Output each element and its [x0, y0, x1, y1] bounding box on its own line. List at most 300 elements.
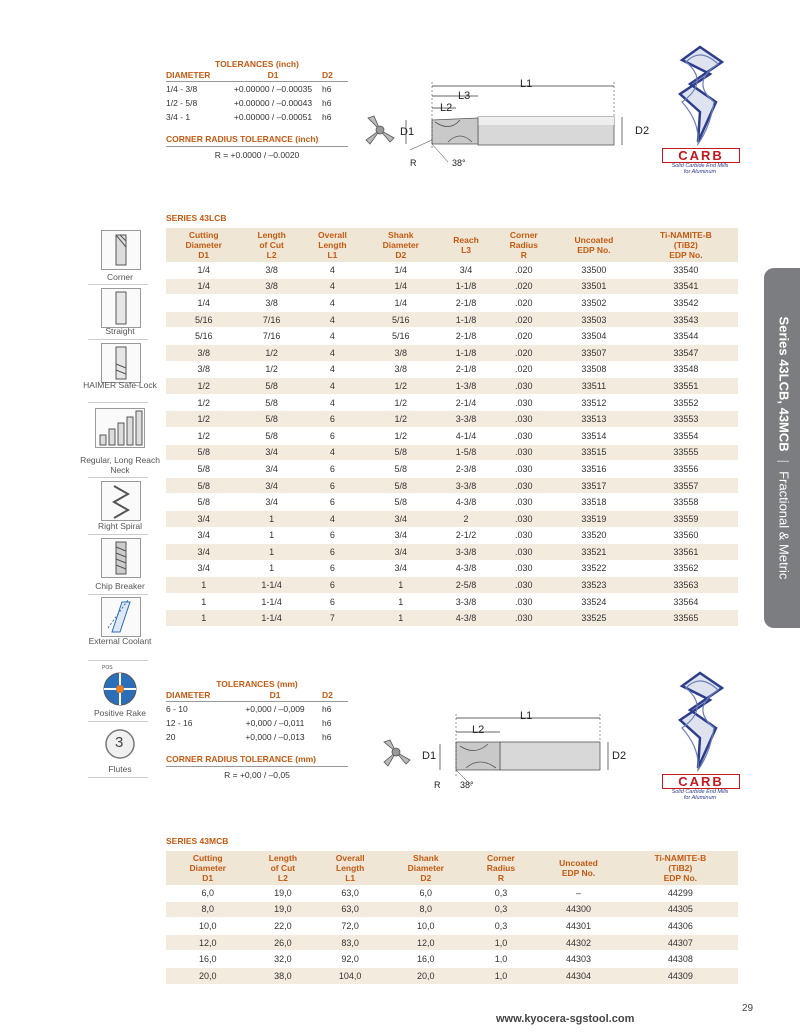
table-cell: 3/4 — [166, 510, 241, 527]
tolerance-cell: h6 — [322, 718, 332, 728]
table-cell: 1 — [241, 510, 301, 527]
table-cell: 63,0 — [316, 901, 384, 918]
table-cell: .020 — [494, 262, 554, 278]
table-cell: 33515 — [554, 444, 634, 461]
table-cell: 7/16 — [241, 328, 301, 345]
table-cell: 1/4 — [363, 262, 438, 278]
table-cell: 2 — [439, 510, 494, 527]
label-angle: 38° — [452, 158, 466, 168]
table-cell: 33544 — [634, 328, 738, 345]
carb-logo-sub2-bottom: for Aluminum — [683, 795, 717, 801]
column-header: Length of Cut L2 — [249, 851, 316, 885]
table-cell: .030 — [494, 427, 554, 444]
table-cell: 1/2 — [363, 411, 438, 428]
section-side-tab-text — [777, 317, 792, 580]
column-header: Shank Diameter D2 — [384, 851, 467, 885]
table-cell: 5/16 — [166, 328, 241, 345]
table-cell: 5/8 — [166, 477, 241, 494]
table-cell: 44309 — [623, 967, 738, 984]
table-row — [166, 311, 738, 328]
series-43lcb-table — [166, 228, 738, 627]
tolerances-mm-title: TOLERANCES (mm) — [216, 679, 298, 689]
table-cell: 1 — [241, 560, 301, 577]
table-cell: 1/4 — [166, 278, 241, 295]
table-cell: 3/4 — [363, 544, 438, 561]
table-cell: 19,0 — [249, 885, 316, 901]
table-cell: 33524 — [554, 593, 634, 610]
table-cell: .030 — [494, 527, 554, 544]
table-cell: 33548 — [634, 361, 738, 378]
tolerance-cell: +0,000 / –0,009 — [245, 704, 305, 714]
table-row — [166, 494, 738, 511]
table-cell: 6 — [302, 494, 363, 511]
straight-icon — [101, 288, 141, 328]
table-cell: 33507 — [554, 344, 634, 361]
series-43mcb-table — [166, 851, 738, 985]
table-cell: .020 — [494, 311, 554, 328]
table-cell: 4-3/8 — [439, 560, 494, 577]
table-cell: 4 — [302, 311, 363, 328]
table-cell: 2-1/8 — [439, 361, 494, 378]
table-cell: 5/16 — [363, 328, 438, 345]
table-cell: 5/16 — [166, 311, 241, 328]
table-cell: 1,0 — [468, 934, 535, 951]
table-cell: 5/8 — [363, 461, 438, 478]
table-row — [166, 577, 738, 594]
tolerance-cell: h6 — [322, 704, 332, 714]
table-cell: 3/8 — [241, 262, 301, 278]
table-cell: 33560 — [634, 527, 738, 544]
table-cell: 1/2 — [241, 344, 301, 361]
table-cell: 7/16 — [241, 311, 301, 328]
table-cell: .030 — [494, 610, 554, 627]
tolerance-cell: +0.00000 / –0.00035 — [233, 84, 313, 94]
table-cell: 1 — [241, 527, 301, 544]
table-cell: 1/4 — [363, 295, 438, 312]
table-cell: 1-1/4 — [241, 577, 301, 594]
column-header: Corner Radius R — [494, 228, 554, 262]
table-cell: 3/8 — [166, 344, 241, 361]
table-cell: 33513 — [554, 411, 634, 428]
label-mm-d2: D2 — [612, 750, 627, 762]
table-cell: 1 — [166, 610, 241, 627]
tolerance-cell: h6 — [322, 98, 332, 108]
table-cell: 20,0 — [166, 967, 249, 984]
table-cell: 6 — [302, 477, 363, 494]
table-cell: 1-3/8 — [439, 378, 494, 395]
table-cell: .030 — [494, 593, 554, 610]
table-cell: 33522 — [554, 560, 634, 577]
table-row — [166, 560, 738, 577]
table-cell: 5/8 — [241, 411, 301, 428]
tolerance-cell: +0,000 / –0,011 — [245, 718, 305, 728]
table-cell: 2-1/8 — [439, 295, 494, 312]
table-row — [166, 593, 738, 610]
column-header: Overall Length L1 — [316, 851, 384, 885]
table-cell: 1/4 — [166, 262, 241, 278]
label-mm-l1: L1 — [520, 710, 533, 722]
table-cell: 4 — [302, 262, 363, 278]
tolerances-mm — [166, 679, 348, 780]
table-cell: 6 — [302, 544, 363, 561]
rake-icon — [101, 670, 139, 708]
carb-logo-sub1: Solid Carbide End Mills — [671, 163, 729, 169]
haimer-icon — [101, 343, 141, 383]
tolerances-inch-table — [166, 69, 348, 124]
side-tab-subtitle: Fractional & Metric — [776, 471, 792, 580]
table-cell: 1,0 — [468, 967, 535, 984]
table-cell: .030 — [494, 544, 554, 561]
table-row — [166, 510, 738, 527]
table-row — [166, 295, 738, 312]
table-cell: 0,3 — [468, 885, 535, 901]
table-cell: 1/4 — [166, 295, 241, 312]
table-cell: 1 — [241, 544, 301, 561]
table-cell: 92,0 — [316, 951, 384, 968]
table-cell: 33504 — [554, 328, 634, 345]
sidebar-label-straight: Straight — [105, 326, 135, 336]
table-cell: 1/2 — [363, 427, 438, 444]
table-cell: 1 — [363, 593, 438, 610]
label-l1: L1 — [520, 78, 533, 90]
corner-radius-title-inch: CORNER RADIUS TOLERANCE (inch) — [166, 134, 348, 147]
table-cell: 1/2 — [241, 361, 301, 378]
table-cell: 44304 — [534, 967, 622, 984]
table-cell: 3-3/8 — [439, 544, 494, 561]
table-cell: 2-1/8 — [439, 328, 494, 345]
tolerance-cell: 3/4 - 1 — [166, 112, 191, 122]
table-cell: 1-5/8 — [439, 444, 494, 461]
table-row — [166, 444, 738, 461]
table-cell: 33551 — [634, 378, 738, 395]
table-cell: .020 — [494, 361, 554, 378]
label-mm-d1: D1 — [422, 750, 437, 762]
table-cell: 1 — [363, 610, 438, 627]
table-cell: 33501 — [554, 278, 634, 295]
table-cell: 1 — [166, 577, 241, 594]
table-cell: 1,0 — [468, 951, 535, 968]
tolerance-cell: +0.00000 / –0.00043 — [233, 98, 313, 108]
table-row — [166, 278, 738, 295]
table-row — [166, 361, 738, 378]
column-header: Uncoated EDP No. — [554, 228, 634, 262]
column-header: Uncoated EDP No. — [534, 851, 622, 885]
table-cell: 33563 — [634, 577, 738, 594]
table-row — [166, 901, 738, 918]
table-row — [166, 610, 738, 627]
table-row — [166, 951, 738, 968]
label-d2: D2 — [635, 125, 650, 137]
table-cell: .030 — [494, 461, 554, 478]
table-cell: 4 — [302, 444, 363, 461]
table-cell: 63,0 — [316, 885, 384, 901]
table-cell: 33541 — [634, 278, 738, 295]
footer-website-link[interactable]: www.kyocera-sgstool.com — [496, 1013, 635, 1025]
table-cell: 33517 — [554, 477, 634, 494]
table-cell: – — [534, 885, 622, 901]
table-cell: 3/4 — [241, 461, 301, 478]
table-row — [166, 967, 738, 984]
table-cell: .030 — [494, 477, 554, 494]
column-header: Reach L3 — [439, 228, 494, 262]
sidebar-label-corner: Corner — [107, 272, 133, 282]
carb-logo-text: CARB — [662, 148, 740, 163]
tolerance-cell: 1/4 - 3/8 — [166, 84, 198, 94]
tolerances-mm-table — [166, 689, 348, 744]
corner-radius-value-inch: R = +0.0000 / –0.0020 — [214, 150, 300, 160]
table-cell: 12,0 — [166, 934, 249, 951]
table-cell: 33559 — [634, 510, 738, 527]
table-cell: 33518 — [554, 494, 634, 511]
table-cell: 33502 — [554, 295, 634, 312]
tolerance-cell: h6 — [322, 84, 332, 94]
table-cell: 4 — [302, 361, 363, 378]
corner-icon — [101, 230, 141, 270]
series-43mcb-title: SERIES 43MCB — [166, 836, 229, 846]
table-row — [166, 411, 738, 428]
table-row — [166, 885, 738, 901]
tolerance-row — [166, 716, 348, 730]
table-row — [166, 427, 738, 444]
carb-logo-text-bottom: CARB — [662, 774, 740, 789]
table-cell: 4-3/8 — [439, 610, 494, 627]
spiral-icon — [101, 481, 141, 521]
table-cell: 3-3/8 — [439, 593, 494, 610]
table-cell: 3/4 — [241, 444, 301, 461]
table-cell: 44307 — [623, 934, 738, 951]
table-cell: 2-3/8 — [439, 461, 494, 478]
tol-header-d2: D2 — [322, 69, 348, 82]
table-cell: 1 — [363, 577, 438, 594]
table-cell: 10,0 — [166, 918, 249, 935]
carb-logo-sub2: for Aluminum — [683, 169, 717, 175]
series-43lcb-title: SERIES 43LCB — [166, 213, 227, 223]
table-cell: .030 — [494, 394, 554, 411]
table-cell: 44306 — [623, 918, 738, 935]
table-cell: 1/4 — [363, 278, 438, 295]
tolerance-row — [166, 702, 348, 717]
table-row — [166, 934, 738, 951]
table-cell: 19,0 — [249, 901, 316, 918]
table-cell: 33525 — [554, 610, 634, 627]
chip-breaker-icon — [101, 538, 141, 578]
table-cell: 4 — [302, 295, 363, 312]
table-cell: 3-3/8 — [439, 411, 494, 428]
table-cell: 33561 — [634, 544, 738, 561]
table-cell: 5/8 — [241, 394, 301, 411]
table-cell: 1/2 — [363, 378, 438, 395]
table-cell: 2-1/4 — [439, 394, 494, 411]
table-cell: 3/8 — [241, 295, 301, 312]
table-cell: 6 — [302, 461, 363, 478]
table-row — [166, 262, 738, 278]
tolerance-row — [166, 730, 348, 744]
tolerances-inch-title: TOLERANCES (inch) — [215, 59, 299, 69]
column-header: Cutting Diameter D1 — [166, 851, 249, 885]
table-cell: 1-1/4 — [241, 593, 301, 610]
table-cell: 33547 — [634, 344, 738, 361]
table-cell: 33520 — [554, 527, 634, 544]
table-cell: 33555 — [634, 444, 738, 461]
table-cell: 2-5/8 — [439, 577, 494, 594]
table-cell: .030 — [494, 411, 554, 428]
table-cell: 32,0 — [249, 951, 316, 968]
table-row — [166, 394, 738, 411]
table-cell: 3/8 — [363, 361, 438, 378]
table-row — [166, 378, 738, 395]
table-cell: .030 — [494, 494, 554, 511]
table-cell: .030 — [494, 378, 554, 395]
table-cell: .030 — [494, 444, 554, 461]
table-cell: 3/4 — [166, 544, 241, 561]
label-mm-r: R — [434, 780, 441, 790]
column-header: Length of Cut L2 — [241, 228, 301, 262]
table-cell: 3-3/8 — [439, 477, 494, 494]
table-cell: 3/8 — [166, 361, 241, 378]
table-cell: 20,0 — [384, 967, 467, 984]
table-cell: 38,0 — [249, 967, 316, 984]
table-cell: 33500 — [554, 262, 634, 278]
column-header: Corner Radius R — [468, 851, 535, 885]
table-cell: 3/4 — [363, 527, 438, 544]
table-cell: 1 — [166, 593, 241, 610]
tolerance-row — [166, 110, 348, 124]
column-header: Cutting Diameter D1 — [166, 228, 241, 262]
sidebar-label-haimer: HAIMER Safe-Lock — [83, 380, 157, 390]
table-cell: .020 — [494, 328, 554, 345]
table-cell: 3/8 — [363, 344, 438, 361]
table-cell: 6 — [302, 527, 363, 544]
tolerance-cell: h6 — [322, 732, 332, 742]
carb-logo-sub1-bottom: Solid Carbide End Mills — [671, 789, 729, 795]
table-cell: 5/8 — [166, 494, 241, 511]
table-cell: 44308 — [623, 951, 738, 968]
table-cell: 33503 — [554, 311, 634, 328]
flutes-count: 3 — [115, 734, 124, 751]
table-cell: 6 — [302, 577, 363, 594]
carb-s-logo-icon-bottom — [660, 668, 740, 778]
flutes-icon — [101, 725, 139, 763]
sidebar-label-coolant: External Coolant — [88, 636, 152, 646]
label-mm-l2: L2 — [472, 724, 485, 736]
table-cell: 33543 — [634, 311, 738, 328]
table-cell: 44299 — [623, 885, 738, 901]
sidebar-label-rake: Positive Rake — [94, 708, 146, 718]
table-cell: 8,0 — [384, 901, 467, 918]
tolerance-cell: +0,000 / –0,013 — [245, 732, 305, 742]
table-cell: 4 — [302, 278, 363, 295]
table-cell: 4-1/4 — [439, 427, 494, 444]
table-cell: 1-1/8 — [439, 278, 494, 295]
table-cell: 16,0 — [384, 951, 467, 968]
tolerance-cell: 20 — [166, 732, 176, 742]
table-cell: 3/4 — [363, 560, 438, 577]
table-cell: 8,0 — [166, 901, 249, 918]
table-cell: 33519 — [554, 510, 634, 527]
table-cell: 3/4 — [166, 527, 241, 544]
table-cell: 33516 — [554, 461, 634, 478]
table-row — [166, 461, 738, 478]
corner-radius-value-mm: R = +0,00 / –0,05 — [224, 770, 290, 780]
table-cell: 104,0 — [316, 967, 384, 984]
end-mill-diagram-mm — [380, 712, 660, 802]
table-cell: 3/4 — [439, 262, 494, 278]
table-cell: 3/4 — [363, 510, 438, 527]
table-cell: 0,3 — [468, 918, 535, 935]
tolerance-cell: 12 - 16 — [166, 718, 193, 728]
cutter-end-view — [366, 116, 394, 144]
sidebar-label-flutes: Flutes — [108, 764, 132, 774]
table-cell: 33565 — [634, 610, 738, 627]
table-cell: 72,0 — [316, 918, 384, 935]
tolerance-cell: h6 — [322, 112, 332, 122]
column-header: Ti-NAMITE-B (TiB2) EDP No. — [623, 851, 738, 885]
table-cell: 1-1/8 — [439, 344, 494, 361]
label-r: R — [410, 158, 417, 168]
column-header: Shank Diameter D2 — [363, 228, 438, 262]
table-cell: 1/2 — [166, 394, 241, 411]
table-cell: 33514 — [554, 427, 634, 444]
tol-mm-header-d2: D2 — [322, 689, 348, 702]
table-cell: 26,0 — [249, 934, 316, 951]
table-cell: 1-1/4 — [241, 610, 301, 627]
table-cell: 4-3/8 — [439, 494, 494, 511]
table-cell: 10,0 — [384, 918, 467, 935]
table-cell: .020 — [494, 278, 554, 295]
carb-s-logo-icon — [660, 42, 740, 152]
end-mill-diagram-inch — [360, 80, 660, 180]
column-header: Overall Length L1 — [302, 228, 363, 262]
table-cell: 1/2 — [363, 394, 438, 411]
table-row — [166, 527, 738, 544]
sidebar-label-chip-breaker: Chip Breaker — [95, 581, 145, 591]
table-cell: 4 — [302, 394, 363, 411]
column-header: Ti-NAMITE-B (TiB2) EDP No. — [634, 228, 738, 262]
table-cell: 1-1/8 — [439, 311, 494, 328]
table-cell: 44302 — [534, 934, 622, 951]
table-cell: 1/2 — [166, 427, 241, 444]
table-cell: 33508 — [554, 361, 634, 378]
tol-mm-header-d1: D1 — [228, 689, 322, 702]
side-tab-separator: | — [776, 459, 792, 464]
table-cell: 33511 — [554, 378, 634, 395]
table-cell: 1/2 — [166, 378, 241, 395]
table-cell: 5/8 — [363, 477, 438, 494]
table-cell: 6 — [302, 560, 363, 577]
table-cell: 33523 — [554, 577, 634, 594]
table-cell: .030 — [494, 510, 554, 527]
table-cell: 5/8 — [166, 444, 241, 461]
tolerance-cell: 1/2 - 5/8 — [166, 98, 198, 108]
table-row — [166, 477, 738, 494]
sidebar-label-reach: Regular, Long Reach Neck — [80, 455, 160, 475]
tolerance-cell: +0.00000 / –0.00051 — [233, 112, 313, 122]
table-cell: 5/8 — [363, 494, 438, 511]
table-row — [166, 344, 738, 361]
table-cell: 4 — [302, 344, 363, 361]
tol-header-diameter: DIAMETER — [166, 69, 224, 82]
sidebar-label-spiral: Right Spiral — [98, 521, 142, 531]
table-cell: 33552 — [634, 394, 738, 411]
table-cell: 3/8 — [241, 278, 301, 295]
table-row — [166, 918, 738, 935]
label-l3: L3 — [458, 90, 471, 102]
label-l2: L2 — [440, 102, 453, 114]
table-cell: 33556 — [634, 461, 738, 478]
table-cell: 4 — [302, 328, 363, 345]
table-cell: 7 — [302, 610, 363, 627]
table-cell: 33562 — [634, 560, 738, 577]
